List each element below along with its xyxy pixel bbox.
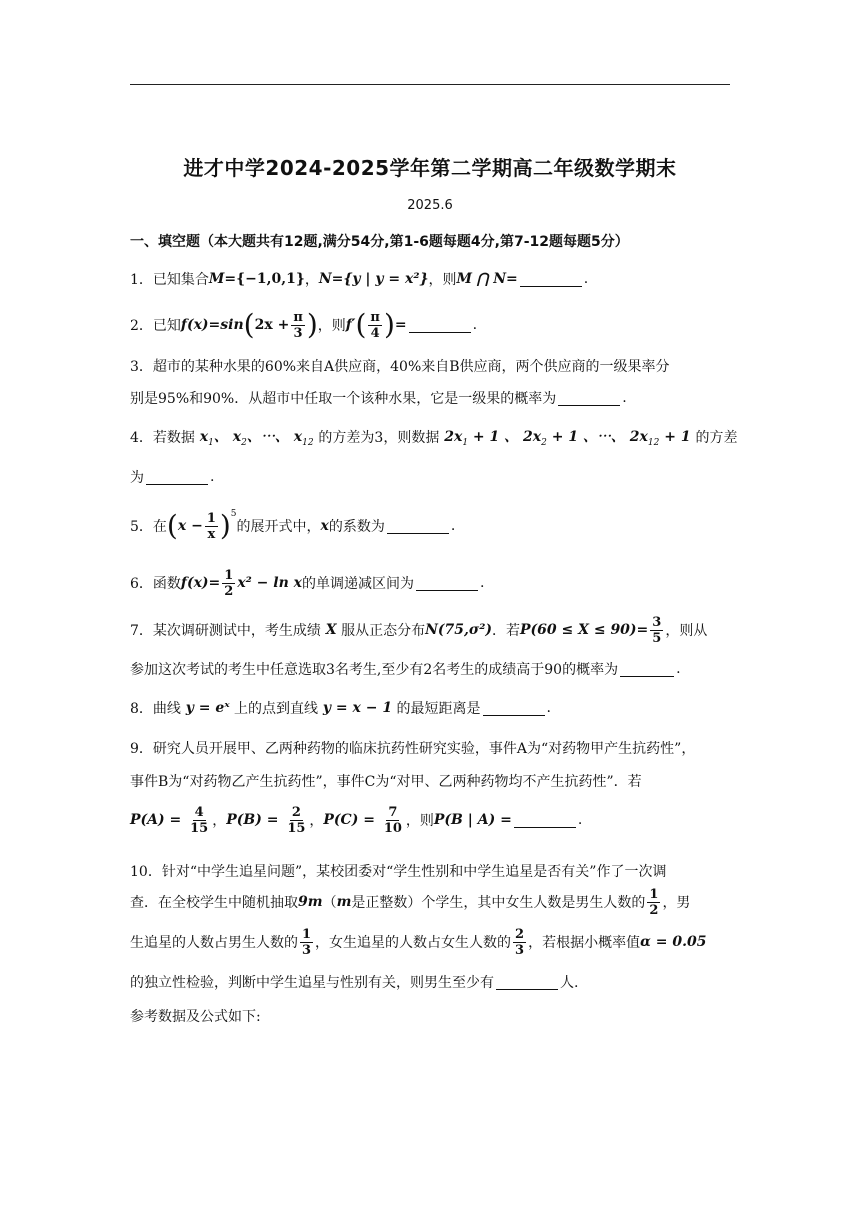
question-4-line-1: 4．若数据 $x_1$、 $x_2$、⋯、 $x_{12}$ 的方差为3，则数据 $2x_1 + 1$ 、 $2x_2 + 1$ 、⋯、 $2x_{12} + 1$ 的方差 <box>130 429 738 448</box>
question-5: 5．在 ( x − $\frac{1}{x}$ ) $^5$ 的展开式中， x 的系数为 . <box>130 509 456 542</box>
fraction-1-2: $\frac{1}{2}$ <box>224 567 234 599</box>
reference-note: 参考数据及公式如下: <box>130 1009 261 1025</box>
question-7-line-2: 参加这次考试的考生中任意选取3名考生,至少有2名考生的成绩高于90的概率为 . <box>130 661 681 678</box>
question-2: 2．已知 f(x) = sin ( 2x + $\frac{\pi}{3}$ ) ，则 f′ ( $\frac{\pi}{4}$ ) = . <box>130 308 478 341</box>
question-7-line-1: 7．某次调研测试中，考生成绩 X 服从正态分布 N(75,σ²) ．若 P(60 ≤ X ≤ 90) = $\frac{3}{5}$ ，则从 <box>130 614 708 646</box>
question-9-line-2: 事件B为“对药物乙产生抗药性”，事件C为“对甲、乙两种药物均不产生抗药性”．若 <box>130 774 642 790</box>
question-10-line-4: 的独立性检验，判断中学生追星与性别有关，则男生至少有 人. <box>130 975 579 991</box>
fraction-2-3: $\frac{2}{3}$ <box>515 926 525 958</box>
question-9-line-1: 9．研究人员开展甲、乙两种药物的临床抗药性研究实验，事件A为“对药物甲产生抗药性”， <box>130 741 696 757</box>
answer-blank-7[interactable] <box>620 662 674 677</box>
answer-blank-4[interactable] <box>146 470 208 485</box>
question-9-line-3: P(A) = $\frac{4}{15}$ ， P(B) = $\frac{2}{15}$ ， P(C) = $\frac{7}{10}$ ，则 P(B | A) = . <box>130 804 583 836</box>
fraction-3-5: $\frac{3}{5}$ <box>652 614 662 646</box>
answer-blank-1[interactable] <box>520 272 582 287</box>
answer-blank-8[interactable] <box>483 701 545 716</box>
section-heading: 一、填空题（本大题共有12题,满分54分,第1-6题每题4分,第7-12题每题5分） <box>130 234 629 250</box>
fraction-4-15: $\frac{4}{15}$ <box>190 804 209 836</box>
fraction-2-15: $\frac{2}{15}$ <box>287 804 306 836</box>
question-3-line-2: 别是95%和90%．从超市中任取一个该种水果，它是一级果的概率为 . <box>130 390 627 407</box>
exam-title: 进才中学2024-2025学年第二学期高二年级数学期末 <box>183 156 677 180</box>
question-10-line-3: 生追星的人数占男生人数的 $\frac{1}{3}$ ，女生追星的人数占女生人数的 $\frac{2}{3}$ ，若根据小概率值 α = 0.05 <box>130 926 707 958</box>
answer-blank-9[interactable] <box>514 813 576 828</box>
question-10-line-1: 10．针对“中学生追星问题”，某校团委对“学生性别和中学生追星是否有关”作了一次调 <box>130 864 667 880</box>
answer-blank-2[interactable] <box>409 318 471 333</box>
question-3-line-1: 3．超市的某种水果的60%来自A供应商，40%来自B供应商，两个供应商的一级果率分 <box>130 359 670 375</box>
answer-blank-6[interactable] <box>416 576 478 591</box>
question-6: 6．函数 f(x) = $\frac{1}{2}$ x² − ln x 的单调递减区间为 . <box>130 567 485 599</box>
header-rule <box>130 84 730 85</box>
exam-date: 2025.6 <box>407 198 453 213</box>
fraction-pi-3: $\frac{\pi}{3}$ <box>293 309 303 341</box>
answer-blank-5[interactable] <box>387 519 449 534</box>
question-10-line-2: 查．在全校学生中随机抽取 9m （ m 是正整数）个学生，其中女生人数是男生人数的 $\frac{1}{2}$ ，男 <box>130 886 691 918</box>
answer-blank-10[interactable] <box>496 975 558 990</box>
fraction-7-10: $\frac{7}{10}$ <box>383 804 402 836</box>
question-4-line-2: 为 . <box>130 469 215 486</box>
question-8: 8．曲线 y = eˣ 上的点到直线 y = x − 1 的最短距离是 . <box>130 700 551 717</box>
answer-blank-3[interactable] <box>558 391 620 406</box>
fraction-1-2-b: $\frac{1}{2}$ <box>649 886 659 918</box>
fraction-1-x: $\frac{1}{x}$ <box>206 510 216 542</box>
fraction-pi-4: $\frac{\pi}{4}$ <box>370 309 380 341</box>
fraction-1-3: $\frac{1}{3}$ <box>302 926 312 958</box>
question-1: 1．已知集合 M = {−1,0,1} ， N = {y | y = x²} ，则 M ⋂ N = . <box>130 271 589 288</box>
